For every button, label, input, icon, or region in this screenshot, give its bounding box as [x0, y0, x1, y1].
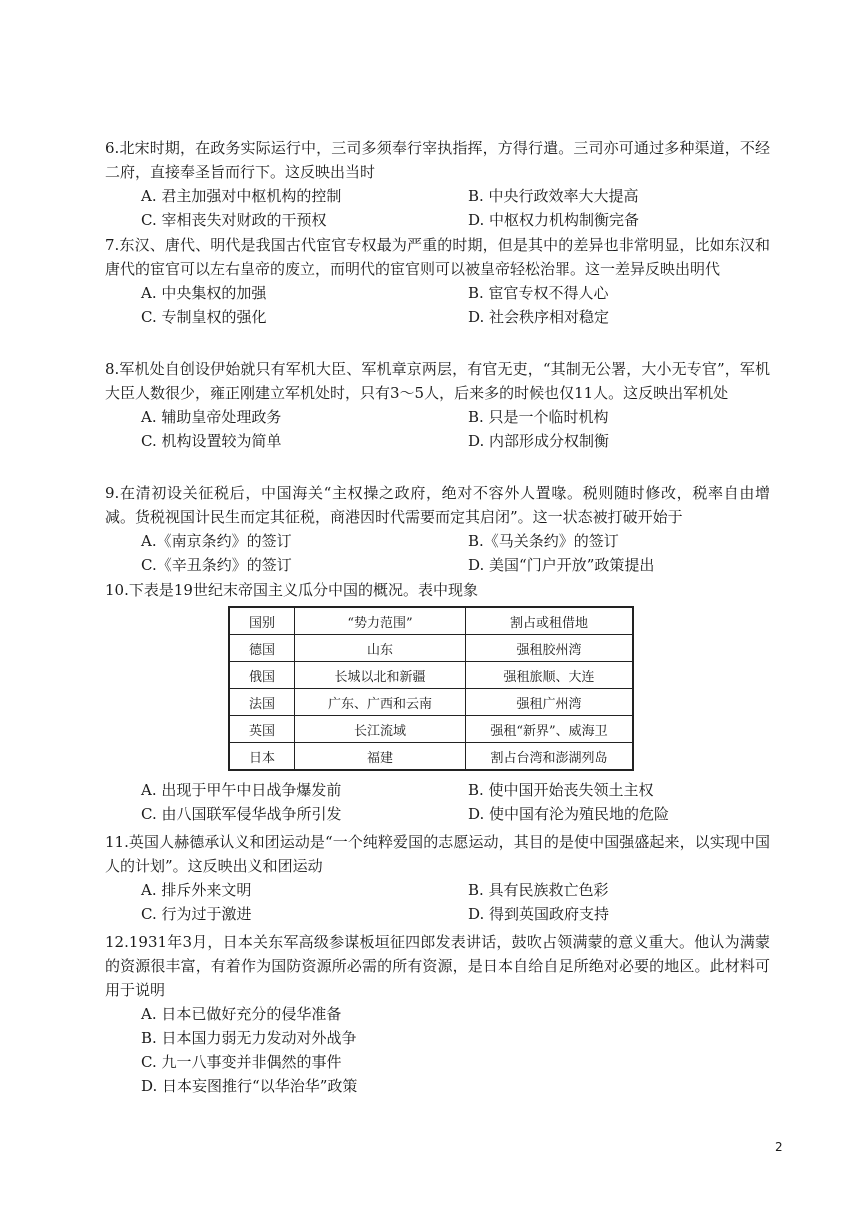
question-stem: 11.英国人赫德承认义和团运动是“一个纯粹爱国的志愿运动，其目的是使中国强盛起来，以实现中国人的计划”。这反映出义和团运动	[105, 833, 770, 875]
question-12	[105, 930, 770, 1098]
option-c: C.《辛丑条约》的签订	[141, 556, 292, 574]
table-cell: 强租旅顺、大连	[466, 662, 634, 689]
option-b: B. 只是一个临时机构	[468, 408, 609, 426]
partition-table	[228, 606, 634, 771]
option-d: D. 得到英国政府支持	[468, 905, 610, 923]
question-6	[105, 136, 770, 232]
options	[141, 184, 770, 232]
options	[141, 778, 770, 826]
question-stem: 8.军机处自创设伊始就只有军机大臣、军机章京两层，有官无吏，“其制无公署，大小无专官”，军机大臣人数很少，雍正刚建立军机处时，只有3～5人，后来多的时候也仅11人。这反映出军机处	[105, 360, 770, 402]
option-b: B.《马关条约》的签订	[468, 532, 619, 550]
table-header: 割占或租借地	[466, 607, 634, 635]
table-cell: 英国	[229, 716, 295, 743]
table-cell: 福建	[295, 743, 466, 771]
table-cell: 割占台湾和澎湖列岛	[466, 743, 634, 771]
table-cell: 法国	[229, 689, 295, 716]
option-b: B. 使中国开始丧失领土主权	[468, 781, 654, 799]
question-7	[105, 233, 770, 329]
question-9	[105, 481, 770, 577]
options	[141, 405, 770, 453]
option-c: C. 机构设置较为简单	[141, 432, 282, 450]
option-d: D. 日本妄图推行“以华治华”政策	[141, 1077, 358, 1095]
options	[141, 529, 770, 577]
option-b: B. 中央行政效率大大提高	[468, 187, 639, 205]
table-cell: 广东、广西和云南	[295, 689, 466, 716]
table-cell: 山东	[295, 635, 466, 662]
option-b: B. 具有民族救亡色彩	[468, 881, 609, 899]
question-stem: 12.1931年3月，日本关东军高级参谋板垣征四郎发表讲话，鼓吹占领满蒙的意义重大。他认为满蒙的资源很丰富，有着作为国防资源所必需的所有资源，是日本自给自足所绝对必要的地区。此材料可用于说明	[105, 933, 770, 999]
option-c: C. 专制皇权的强化	[141, 308, 267, 326]
question-8	[105, 357, 770, 453]
table-cell: 俄国	[229, 662, 295, 689]
table-cell: 日本	[229, 743, 295, 771]
option-c: C. 由八国联军侵华战争所引发	[141, 805, 342, 823]
question-11	[105, 830, 770, 926]
option-a: A. 辅助皇帝处理政务	[141, 408, 282, 426]
question-stem: 7.东汉、唐代、明代是我国古代宦官专权最为严重的时期，但是其中的差异也非常明显，比如东汉和唐代的宦官可以左右皇帝的废立，而明代的宦官则可以被皇帝轻松治罪。这一差异反映出明代	[105, 236, 770, 278]
question-10-options	[105, 778, 770, 826]
option-d: D. 使中国有沦为殖民地的危险	[468, 805, 670, 823]
question-10	[105, 578, 770, 602]
table-cell: 长江流域	[295, 716, 466, 743]
option-d: D. 内部形成分权制衡	[468, 432, 610, 450]
table-header: 国别	[229, 607, 295, 635]
option-d: D. 中枢权力机构制衡完备	[468, 211, 640, 229]
table-header-row	[229, 607, 633, 635]
option-a: A. 君主加强对中枢机构的控制	[141, 187, 342, 205]
question-stem: 9.在清初设关征税后，中国海关“主权操之政府，绝对不容外人置喙。税则随时修改，税率自由增减。货税视国计民生而定其征税，商港因时代需要而定其启闭”。这一状态被打破开始于	[105, 484, 770, 526]
question-stem: 6.北宋时期，在政务实际运行中，三司多须奉行宰执指挥，方得行遣。三司亦可通过多种渠道，不经二府，直接奉圣旨而行下。这反映出当时	[105, 139, 770, 181]
table-cell: 强租胶州湾	[466, 635, 634, 662]
option-a: A. 出现于甲午中日战争爆发前	[141, 781, 342, 799]
table-row	[229, 635, 633, 662]
table-row	[229, 662, 633, 689]
page-number: 2	[775, 1140, 783, 1154]
option-a: A. 日本已做好充分的侵华准备	[141, 1005, 342, 1023]
option-c: C. 宰相丧失对财政的干预权	[141, 211, 327, 229]
option-a: A. 排斥外来文明	[141, 881, 252, 899]
option-d: D. 社会秩序相对稳定	[468, 308, 610, 326]
table-row	[229, 716, 633, 743]
table-row	[229, 743, 633, 771]
option-a: A. 中央集权的加强	[141, 284, 267, 302]
option-b: B. 宦官专权不得人心	[468, 284, 609, 302]
options	[141, 1002, 770, 1098]
table-cell: 德国	[229, 635, 295, 662]
option-c: C. 行为过于激进	[141, 905, 252, 923]
question-stem: 10.下表是19世纪末帝国主义瓜分中国的概况。表中现象	[105, 581, 478, 599]
option-a: A.《南京条约》的签订	[141, 532, 292, 550]
table-cell: 强租“新界”、威海卫	[466, 716, 634, 743]
option-d: D. 美国“门户开放”政策提出	[468, 556, 655, 574]
table-row	[229, 689, 633, 716]
options	[141, 281, 770, 329]
table-cell: 强租广州湾	[466, 689, 634, 716]
table-cell: 长城以北和新疆	[295, 662, 466, 689]
option-b: B. 日本国力弱无力发动对外战争	[141, 1029, 357, 1047]
options	[141, 878, 770, 926]
option-c: C. 九一八事变并非偶然的事件	[141, 1053, 342, 1071]
table-header: “势力范围”	[295, 607, 466, 635]
